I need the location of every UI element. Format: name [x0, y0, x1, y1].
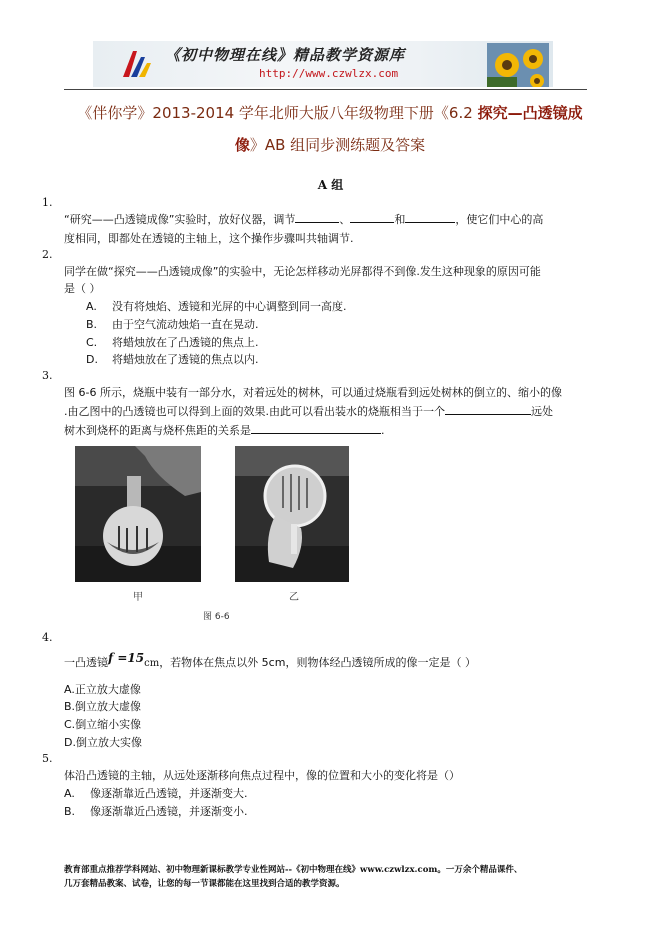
- option-item: B.倒立放大虚像: [64, 700, 142, 713]
- question-number: 3.: [42, 369, 53, 382]
- question-3-line-1: 图 6-6 所示，烧瓶中装有一部分水，对着远处的树林，可以通过烧瓶看到远处树林的倒立的、缩小的像: [64, 386, 562, 399]
- option-item: C.倒立缩小实像: [64, 718, 142, 731]
- question-number: 1.: [42, 196, 53, 209]
- page-footer: [64, 863, 604, 891]
- site-logo-icon: [119, 47, 153, 81]
- question-number: 4.: [42, 631, 53, 644]
- figure-caption-right: 乙: [289, 592, 299, 603]
- lens-photo: [235, 446, 349, 582]
- question-1-line-1: “研究——凸透镜成像”实验时，放好仪器，调节 、 和 ，使它们中心的高: [64, 210, 543, 229]
- flask-photo: [75, 446, 201, 582]
- question-1-line-2: 度相同，即都处在透镜的主轴上，这个操作步骤叫共轴调节.: [64, 232, 354, 245]
- figure-caption-left: 甲: [133, 592, 143, 603]
- option-item: A. 像逐渐靠近凸透镜，并逐渐变大.: [64, 787, 248, 800]
- title-line-1: 《伴你学》2013-2014 学年北师大版八年级物理下册《6.2 探究—凸透镜成: [77, 104, 583, 122]
- title-line-2: 像》AB 组同步测练题及答案: [234, 136, 426, 154]
- banner-title: 《初中物理在线》精品教学资源库: [165, 46, 406, 64]
- option-item: B. 由于空气流动烛焰一直在晃动.: [86, 318, 259, 331]
- option-item: D. 将蜡烛放在了透镜的焦点以内.: [86, 353, 259, 366]
- footer-line-2: 几万套精品教案、试卷，让您的每一节课都能在这里找到合适的教学资源。: [64, 879, 345, 889]
- document-title: [70, 97, 590, 161]
- question-3-line-3: 树木到烧杯的距离与烧杯焦距的关系是 .: [64, 421, 385, 440]
- group-heading: A 组: [317, 178, 344, 192]
- question-2-line-1: 同学在做“探究——凸透镜成像”的实验中，无论怎样移动光屏都得不到像.发生这种现象的原因可能: [64, 265, 541, 278]
- option-item: D.倒立放大实像: [64, 736, 142, 749]
- header-divider: [64, 89, 587, 90]
- focal-length-formula: f =15: [108, 651, 145, 665]
- question-3-line-2: .由乙图中的凸透镜也可以得到上面的效果.由此可以看出装水的烧瓶相当于一个 远处: [64, 402, 553, 421]
- question-number: 2.: [42, 248, 53, 261]
- figure-caption: 图 6-6: [203, 612, 230, 622]
- question-number: 5.: [42, 752, 53, 765]
- option-item: A. 没有将烛焰、透镜和光屏的中心调整到同一高度.: [86, 300, 347, 313]
- option-item: C. 将蜡烛放在了凸透镜的焦点上.: [86, 336, 259, 349]
- option-item: B. 像逐渐靠近凸透镜，并逐渐变小.: [64, 805, 248, 818]
- question-4-stem: 一凸透镜f =15cm，若物体在焦点以外 5cm，则物体经凸透镜所成的像一定是（ ）: [64, 651, 476, 669]
- banner-url: http://www.czwlzx.com: [259, 67, 399, 80]
- sunflower-icon: [487, 43, 549, 87]
- footer-line-1: 教育部重点推荐学科网站、初中物理新课标教学专业性网站--《初中物理在线》www.czwlzx.com。一万余个精品课件、: [64, 865, 523, 875]
- question-5-stem: 体沿凸透镜的主轴，从远处逐渐移向焦点过程中，像的位置和大小的变化将是（）: [64, 769, 460, 782]
- header-banner: [93, 41, 553, 87]
- option-item: A.正立放大虚像: [64, 683, 141, 696]
- question-2-line-2: 是（ ）: [64, 282, 101, 295]
